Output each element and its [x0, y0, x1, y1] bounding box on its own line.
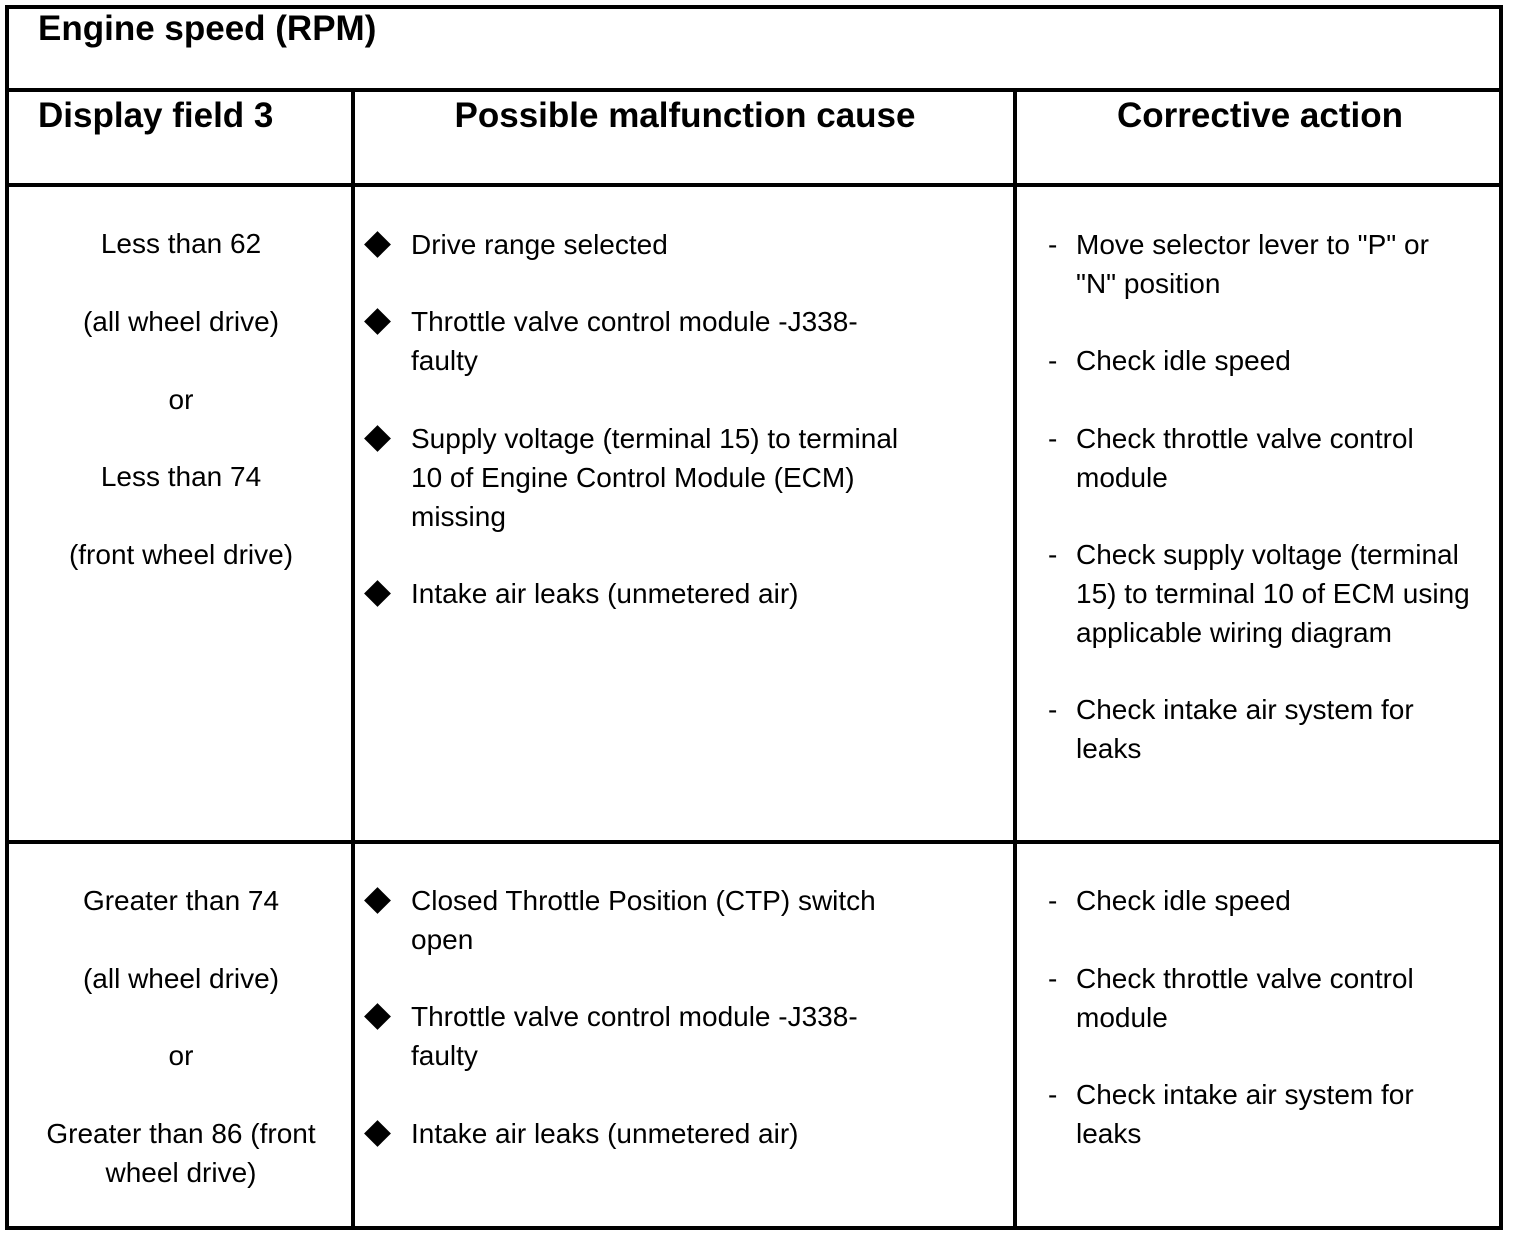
action-text: Check idle speed [1076, 345, 1291, 376]
divider-row [5, 840, 1503, 844]
list-item [366, 302, 926, 380]
action-text: Check throttle valve control module [1076, 423, 1414, 493]
dash-bullet: - [1048, 885, 1058, 916]
display-value: (all wheel drive) [82, 963, 280, 994]
column-divider-2 [1013, 88, 1017, 1230]
cause-text: Intake air leaks (unmetered air) [411, 1118, 799, 1149]
column-header-cause: Possible malfunction cause [454, 96, 916, 135]
display-value: Greater than 74 [82, 885, 280, 916]
list-item [366, 574, 926, 613]
divider-header [5, 183, 1503, 187]
list-item [1018, 690, 1474, 768]
dash-bullet: - [1048, 694, 1058, 725]
cause-text: Throttle valve control module -J338- faulty [411, 1001, 858, 1071]
list-item [366, 225, 926, 264]
diamond-bullet-icon [364, 308, 391, 335]
action-text: Move selector lever to "P" or "N" position [1076, 229, 1429, 299]
list-item [1018, 225, 1474, 303]
list-item [1018, 959, 1474, 1037]
display-cell-row-2 [9, 881, 353, 1192]
divider-title [5, 88, 1503, 92]
action-list-row-1 [1018, 225, 1474, 768]
dash-bullet: - [1048, 229, 1058, 260]
diamond-bullet-icon [364, 580, 391, 607]
list-item [366, 419, 926, 536]
list-item [366, 997, 926, 1075]
diamond-bullet-icon [364, 425, 391, 452]
cause-text: Throttle valve control module -J338- faulty [411, 306, 858, 376]
list-item [1018, 1075, 1474, 1153]
list-item [366, 1114, 926, 1153]
list-item [1018, 535, 1474, 652]
cause-list-row-1 [366, 225, 926, 613]
action-text: Check intake air system for leaks [1076, 1079, 1414, 1149]
display-value: or [168, 384, 194, 415]
display-value: Greater than 86 (front wheel drive) [46, 1118, 316, 1188]
diamond-bullet-icon [364, 1120, 391, 1147]
dash-bullet: - [1048, 1079, 1058, 1110]
diamond-bullet-icon [364, 1003, 391, 1030]
diamond-bullet-icon [364, 231, 391, 258]
table-title: Engine speed (RPM) [38, 9, 377, 48]
dash-bullet: - [1048, 963, 1058, 994]
column-header-display: Display field 3 [38, 96, 274, 135]
diamond-bullet-icon [364, 887, 391, 914]
cause-list-row-2 [366, 881, 926, 1153]
display-value: (front wheel drive) [68, 539, 294, 570]
display-value: Less than 74 [100, 461, 262, 492]
cause-text: Supply voltage (terminal 15) to terminal 10 of Engine Control Module (ECM) missing [411, 423, 899, 532]
action-list-row-2 [1018, 881, 1474, 1153]
action-text: Check throttle valve control module [1076, 963, 1414, 1033]
list-item [1018, 881, 1474, 920]
action-text: Check intake air system for leaks [1076, 694, 1414, 764]
cause-text: Intake air leaks (unmetered air) [411, 578, 799, 609]
dash-bullet: - [1048, 423, 1058, 454]
dash-bullet: - [1048, 539, 1058, 570]
dash-bullet: - [1048, 345, 1058, 376]
display-value: Less than 62 [100, 228, 262, 259]
list-item [1018, 341, 1474, 380]
display-value: (all wheel drive) [82, 306, 280, 337]
list-item [1018, 419, 1474, 497]
display-cell-row-1 [9, 224, 353, 574]
cause-text: Drive range selected [411, 229, 668, 260]
column-header-action: Corrective action [1117, 96, 1403, 135]
list-item [366, 881, 926, 959]
action-text: Check supply voltage (terminal 15) to terminal 10 of ECM using applicable wiring diagram [1076, 539, 1470, 648]
action-text: Check idle speed [1076, 885, 1291, 916]
cause-text: Closed Throttle Position (CTP) switch open [411, 885, 876, 955]
display-value: or [168, 1040, 194, 1071]
